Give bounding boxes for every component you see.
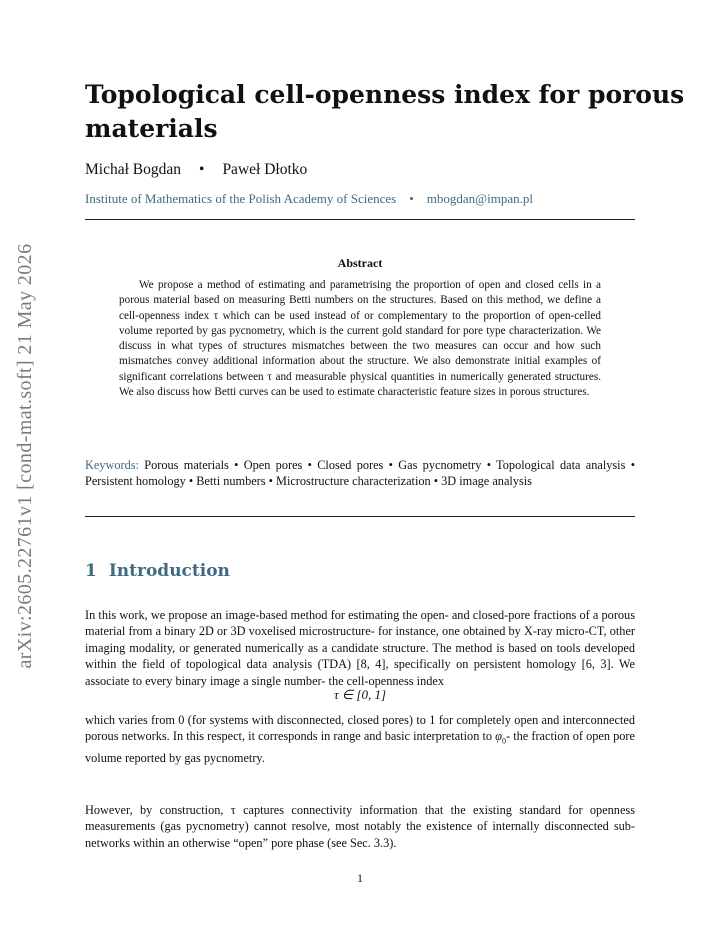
phi-symbol: φ — [495, 729, 502, 744]
arxiv-identifier — [14, 228, 48, 684]
keywords-text: Porous materials • Open pores • Closed pores • Gas pycnometry • Topological data analysis • Persistent homology • Betti numbers • Microstructure characterization • 3D image analysis — [85, 458, 635, 488]
paragraph-text: - the fraction of open pore volume reported by gas pycnometry. — [85, 729, 635, 766]
section-heading — [85, 561, 230, 581]
intro-paragraph-2 — [85, 712, 635, 767]
section-number: 1 — [85, 561, 97, 581]
paragraph-text: which varies from 0 (for systems with disconnected, closed pores) to 1 for completely open and interconnected porous networks. In this respect, it corresponds in range and basic interpretation to — [85, 713, 635, 744]
header-divider — [85, 219, 635, 220]
paper-title: Topological cell-openness index for porous materials — [85, 80, 685, 143]
abstract-text: We propose a method of estimating and parametrising the proportion of open and closed cells in a porous material based on measuring Betti numbers on the structures. Based on this method, we define a cell-openness index τ which can be used instead of or complementary to the proportion of open-celled volume reported by gas pycnometry, which is the current gold standard for pore type characterization. We discuss in what types of structures mismatches between the two measures can occur and how such mismatches convey additional information about the structure. We also demonstrate initial examples of significant correlations between τ and measurable physical quantities in numerically generated structures. We also discuss how Betti curves can be used to estimate characteristic feature sizes in porous structures. — [119, 279, 601, 399]
equation-text: τ ∈ [0, 1] — [333, 687, 387, 702]
keywords-block — [85, 457, 635, 489]
display-equation — [85, 687, 635, 703]
author-list — [85, 161, 307, 179]
phi-subscript: 0 — [501, 736, 506, 746]
author-name: Paweł Dłotko — [222, 161, 308, 178]
institution-name: Institute of Mathematics of the Polish Academy of Sciences — [85, 191, 397, 206]
keywords-divider — [85, 516, 635, 517]
intro-paragraph-3: However, by construction, τ captures connectivity information that the existing standard for openness measurements (gas pycnometry) cannot resolve, most notably the existence of internally disconnected sub-networks within an otherwise “open” pore phase (see Sec. 3.3). — [85, 803, 635, 850]
separator-bullet: • — [409, 191, 414, 206]
page-number: 1 — [357, 871, 363, 885]
abstract-heading: Abstract — [337, 256, 383, 270]
affiliation-line — [85, 191, 533, 207]
section-title: Introduction — [108, 561, 230, 581]
keywords-label: Keywords: — [85, 458, 139, 472]
arxiv-identifier-text: arXiv:2605.22761v1 [cond-mat.soft] 21 May 2026 — [14, 243, 36, 669]
separator-bullet: • — [199, 161, 205, 178]
email-link[interactable]: mbogdan@impan.pl — [426, 191, 533, 206]
author-name: Michał Bogdan — [85, 161, 181, 178]
intro-paragraph-1: In this work, we propose an image-based method for estimating the open- and closed-pore fractions of a porous material from a binary 2D or 3D voxelised microstructure- for instance, one obtained by X-ray micro-CT, other imaging modality, or generated numerically as a candidate structure. The method is based on tools developed within the field of topological data analysis (TDA) [8, 4], specifically on persistent homology [6, 3]. We associate to every binary image a single number- the cell-openness index — [85, 608, 635, 688]
